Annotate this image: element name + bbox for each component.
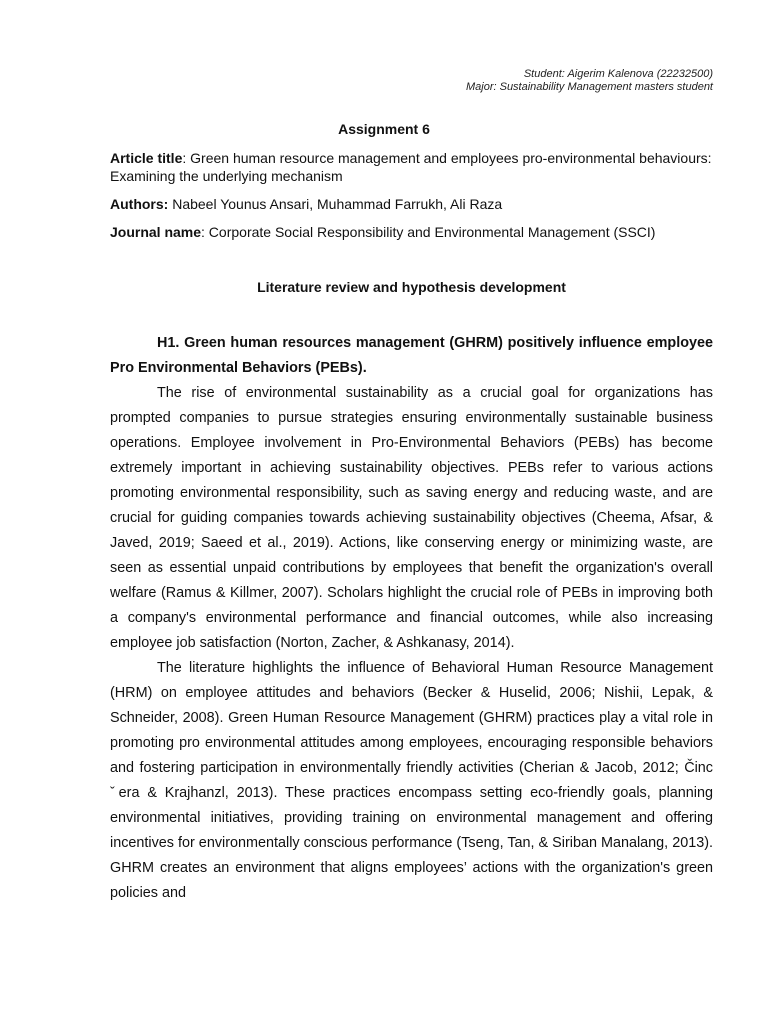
student-info: [466, 68, 713, 94]
section-heading: Literature review and hypothesis development: [257, 279, 566, 295]
authors-line: [110, 195, 714, 213]
student-name: Student: Aigerim Kalenova (22232500): [523, 68, 713, 80]
paragraph: The rise of environmental sustainability as a crucial goal for organizations has prompted companies to pursue strategies ensuring environmentally sustainable business operations. Employee involvement in Pro-Environmental Behaviors (PEBs) has become extremely important in achieving sustainability objectives. PEBs refer to various actions promoting environmental responsibility, such as saving energy and reducing waste, and are crucial for guiding companies towards achieving sustainability objectives (Cheema, Afsar, & Javed, 2019; Saeed et al., 2019). Actions, like conserving energy or minimizing waste, are seen as essential unpaid contributions by employees that benefit the organization's overall welfare (Ramus & Killmer, 2007). Scholars highlight the crucial role of PEBs in improving both a company's environmental performance and financial outcomes, while also increasing employee job satisfaction (Norton, Zacher, & Ashkanasy, 2014).: [110, 385, 713, 651]
article-title-value: : Green human resource management and employees pro-environmental behaviours: Examining the underlying mechanism: [110, 150, 712, 184]
journal-line: [110, 223, 714, 241]
journal-value: : Corporate Social Responsibility and Environmental Management (SSCI): [201, 224, 656, 240]
article-title-label: Article title: [110, 150, 183, 166]
student-major: Major: Sustainability Management masters student: [465, 81, 713, 93]
hypothesis-heading: H1. Green human resources management (GHRM) positively influence employee Pro Environmental Behaviors (PEBs).: [110, 335, 713, 376]
article-title-line: [110, 149, 714, 185]
paragraph: The literature highlights the influence of Behavioral Human Resource Management (HRM) on employee attitudes and behaviors (Becker & Huselid, 2006; Nishii, Lepak, & Schneider, 2008). Green Human Resource Management (GHRM) practices play a vital role in promoting pro environmental attitudes among employees, encouraging responsible behaviors and fostering participation in environmentally friendly activities (Cherian & Jacob, 2012; Činc ˇera & Krajhanzl, 2013). These practices encompass setting eco-friendly goals, planning environmental initiatives, providing training on environmental management and offering incentives for environmentally conscious performance (Tseng, Tan, & Siriban Manalang, 2013). GHRM creates an environment that aligns employees’ actions with the organization's green policies and: [110, 660, 713, 901]
authors-label: Authors:: [110, 196, 169, 212]
journal-label: Journal name: [110, 224, 202, 240]
body-text: [110, 331, 713, 906]
assignment-title: Assignment 6: [338, 121, 430, 137]
authors-value: Nabeel Younus Ansari, Muhammad Farrukh, Ali Raza: [168, 196, 503, 212]
